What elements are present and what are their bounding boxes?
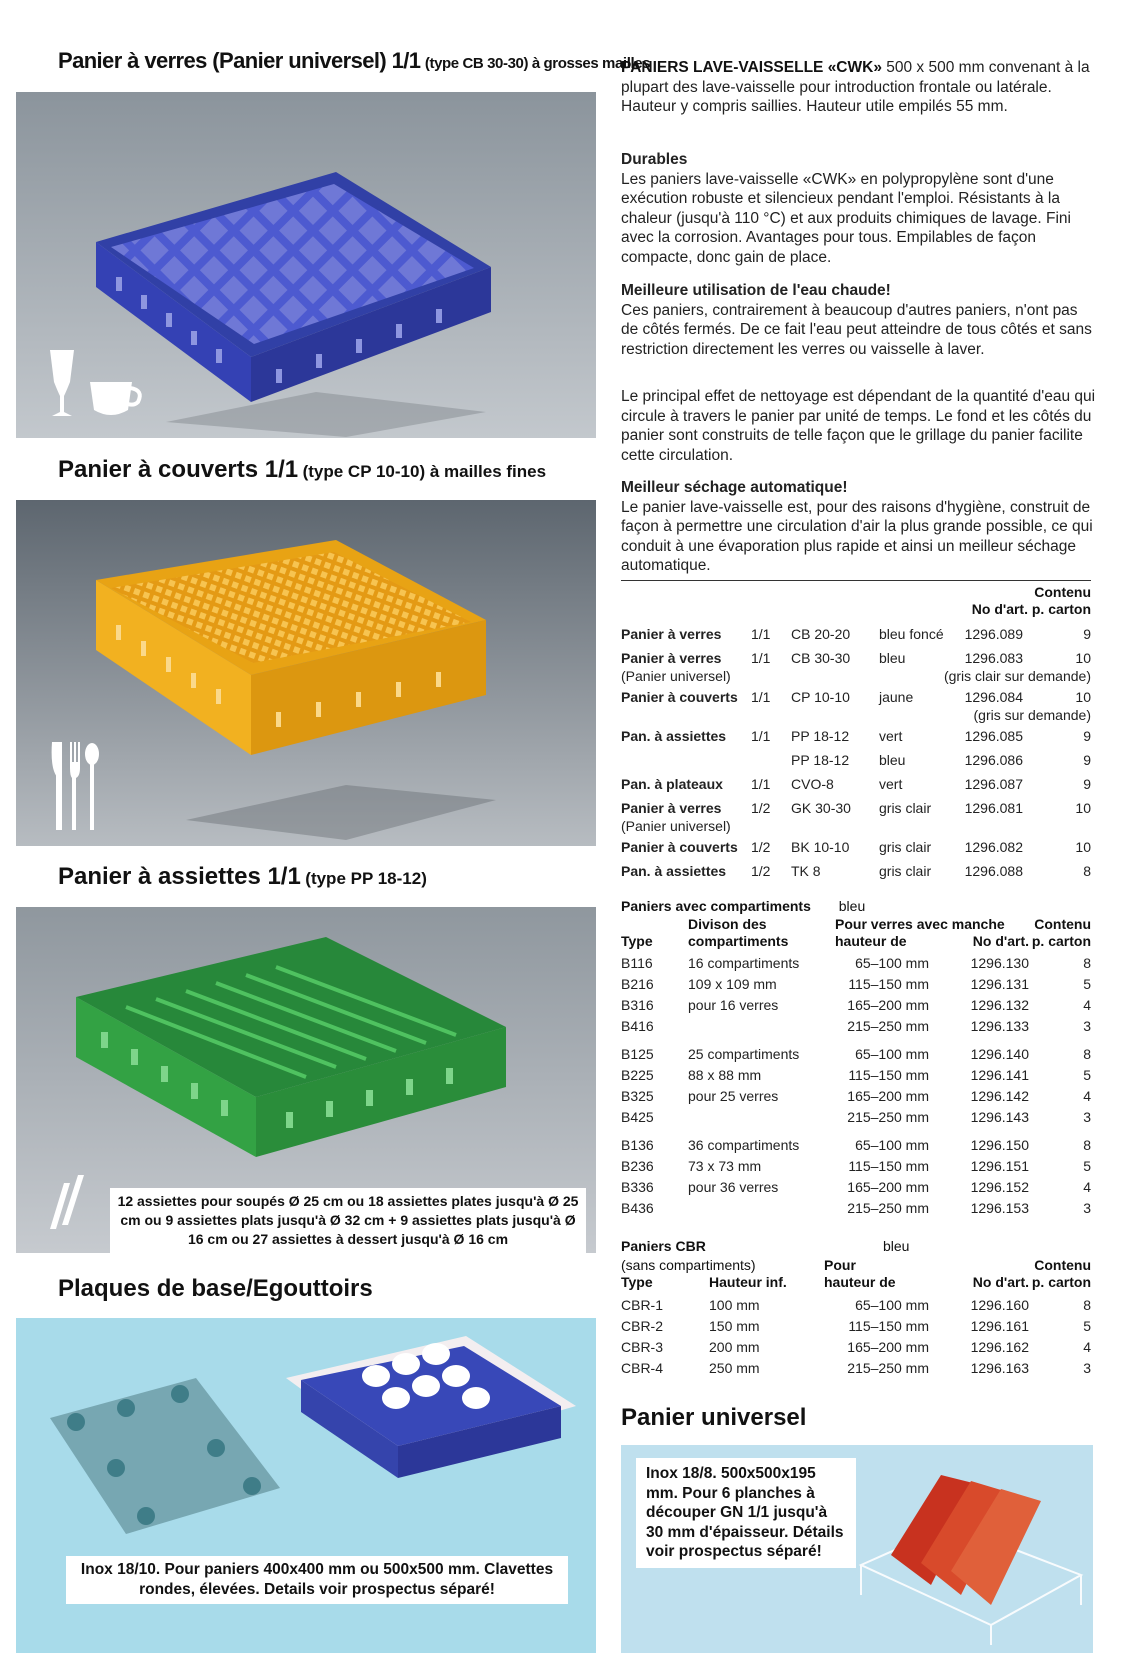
- cell-size: 1/1: [751, 728, 771, 744]
- table-row: [621, 1177, 1091, 1198]
- table-cbr: [621, 1295, 1091, 1379]
- cell-type: CVO-8: [791, 776, 834, 792]
- eau-title: Meilleure utilisation de l'eau chaude!: [621, 282, 891, 299]
- cell-note: (gris sur demande): [973, 707, 1091, 723]
- cell-type: B125: [621, 1046, 654, 1062]
- t2-h-hauteur: hauteur de: [835, 933, 907, 949]
- cell-color: gris clair: [879, 800, 932, 816]
- t2-h-compart: compartiments: [688, 933, 789, 949]
- t2-h-carton: p. carton: [1031, 933, 1091, 949]
- cell-type: CBR-2: [621, 1318, 664, 1334]
- cell-size: 1/2: [751, 839, 771, 855]
- sechage-text: Le panier lave-vaisselle est, pour des raisons d'hygiène, construit de façon à permettre une circulation d'air la plus grande possible, ce qui conduit à une évaporation plus rapide et ainsi un meilleur séchage automatique.: [621, 498, 1093, 574]
- table-cbr-body: [621, 1295, 1091, 1379]
- table-row: [621, 798, 1091, 819]
- cell-sub: (Panier universel): [621, 818, 731, 834]
- cell-name: Panier à verres: [621, 650, 722, 666]
- cell-art: 1296.141: [970, 1067, 1029, 1083]
- table-row: [621, 1295, 1091, 1316]
- cell-hi: 200 mm: [709, 1339, 760, 1355]
- t2-h-contenu: Contenu: [1034, 916, 1091, 932]
- cell-type: CBR-4: [621, 1360, 664, 1376]
- cell-color: bleu: [879, 752, 906, 768]
- cell-note: (gris clair sur demande): [943, 668, 1091, 684]
- cell-div: 73 x 73 mm: [688, 1158, 762, 1174]
- cell-art: 1296.089: [964, 626, 1023, 642]
- universal-rack-caption: Inox 18/8. 500x500x195 mm. Pour 6 planches à découper GN 1/1 jusqu'à 30 mm d'épaisseur. Détails voir prospectus séparé!: [636, 1458, 856, 1568]
- cell-qty: 5: [1083, 1067, 1091, 1083]
- table-row: [621, 1198, 1091, 1219]
- cell-qty: 10: [1075, 800, 1091, 816]
- table-row: [621, 774, 1091, 795]
- t3-h-contenu: Contenu: [1034, 1257, 1091, 1273]
- cell-type: B116: [621, 955, 653, 971]
- t3-h-carton: p. carton: [1031, 1274, 1091, 1290]
- cell-type: CBR-1: [621, 1297, 664, 1313]
- cell-hi: 250 mm: [709, 1360, 760, 1376]
- t3-color: bleu: [883, 1238, 910, 1254]
- heading-cutlery-rack: [58, 456, 546, 484]
- eau-block-2: [621, 387, 1096, 465]
- cell-qty: 10: [1075, 650, 1091, 666]
- table-compartments-body: [621, 953, 1091, 1219]
- cell-div: 88 x 88 mm: [688, 1067, 762, 1083]
- table-row: [621, 726, 1091, 747]
- row-spacer: [621, 882, 1091, 885]
- cell-color: bleu foncé: [879, 626, 944, 642]
- t2-h-noart: No d'art.: [972, 933, 1029, 949]
- cell-h: 65–100 mm: [855, 1046, 929, 1062]
- t2-h-type: Type: [621, 933, 653, 949]
- cell-qty: 4: [1083, 997, 1091, 1013]
- table-row-note: [621, 708, 1091, 723]
- cell-div: [688, 1107, 828, 1128]
- cell-qty: 9: [1083, 728, 1091, 744]
- cell-color: jaune: [879, 689, 914, 705]
- cell-qty: 8: [1083, 955, 1091, 971]
- cell-hi: 150 mm: [709, 1318, 760, 1334]
- cell-qty: 3: [1083, 1018, 1091, 1034]
- cell-size: [751, 750, 791, 771]
- table-row-note: [621, 819, 1091, 834]
- t3-h-type: Type: [621, 1274, 653, 1290]
- cell-qty: 8: [1083, 863, 1091, 879]
- eau-block: [621, 281, 1096, 359]
- plate-rack-caption: 12 assiettes pour soupés Ø 25 cm ou 18 assiettes plates jusqu'à Ø 25 cm ou 9 assiettes plats jusqu'à Ø 32 cm + 9 assiettes plats jusqu'à Ø 16 cm ou 27 assiettes à dessert jusqu'à Ø 16 cm: [110, 1188, 586, 1253]
- table-row: [621, 624, 1091, 645]
- cell-h: 165–200 mm: [847, 1339, 929, 1355]
- cell-qty: 10: [1075, 689, 1091, 705]
- row-spacer: [621, 1128, 1091, 1135]
- cell-art: 1296.088: [964, 863, 1023, 879]
- cell-color: gris clair: [879, 839, 932, 855]
- t2-h-divison: Divison des: [688, 916, 767, 932]
- t3-sub: (sans compartiments): [621, 1257, 756, 1273]
- row-spacer: [621, 1037, 1091, 1044]
- cell-div: [688, 1016, 828, 1037]
- cell-type: GK 30-30: [791, 800, 851, 816]
- cell-name: Panier à couverts: [621, 839, 738, 855]
- cell-art: 1296.084: [964, 689, 1023, 705]
- t2-title-row: [621, 898, 1091, 915]
- cell-size: 1/1: [751, 650, 771, 666]
- cell-name: Panier à verres: [621, 626, 722, 642]
- eau-text: Ces paniers, contrairement à beaucoup d'autres paniers, n'ont pas de côtés fermés. De ce fait l'eau peut atteindre de tous côtés et sans restriction directement les verres ou vaisselle à laver.: [621, 301, 1092, 358]
- cell-art: 1296.142: [970, 1088, 1029, 1104]
- cell-h: 115–150 mm: [848, 1158, 929, 1174]
- cell-color: bleu: [879, 650, 906, 666]
- intro-text: convenant à la plupart des lave-vaisselle pour introduction frontale ou latérale.: [621, 59, 1090, 96]
- table-products-body: [621, 624, 1091, 885]
- heading-plate-rack-sub: (type PP 18-12): [305, 869, 427, 888]
- cell-qty: 4: [1083, 1088, 1091, 1104]
- cell-type: B136: [621, 1137, 654, 1153]
- cell-type: B416: [621, 1018, 654, 1034]
- sechage-title: Meilleur séchage automatique!: [621, 479, 848, 496]
- cell-h: 65–100 mm: [855, 955, 929, 971]
- cell-qty: 8: [1083, 1297, 1091, 1313]
- t1-header: [953, 584, 1091, 618]
- table-products: [621, 624, 1091, 885]
- t3-h-hauteur: hauteur de: [824, 1274, 896, 1290]
- cell-qty: 9: [1083, 776, 1091, 792]
- cell-type: CB 20-20: [791, 626, 851, 642]
- cell-size: 1/2: [751, 863, 771, 879]
- cell-color: gris clair: [879, 863, 932, 879]
- cell-type: B316: [621, 997, 654, 1013]
- t3-h-noart: No d'art.: [972, 1274, 1029, 1290]
- photo-cutlery-rack: [16, 500, 596, 846]
- cell-size: 1/1: [751, 626, 771, 642]
- sechage-block: [621, 478, 1096, 576]
- cell-type: BK 10-10: [791, 839, 850, 855]
- eau-text2: Le principal effet de nettoyage est dépendant de la quantité d'eau qui circule à travers le panier par unité de temps. Le fond et les côtés du panier sont construits de telle façon que le grillage du panier facilite cette circulation.: [621, 388, 1096, 464]
- cell-name: [621, 750, 751, 771]
- cell-type: B225: [621, 1067, 654, 1083]
- cell-h: 165–200 mm: [847, 1088, 929, 1104]
- cell-qty: 3: [1083, 1360, 1091, 1376]
- cell-size: 1/1: [751, 776, 771, 792]
- cell-div: [688, 1198, 828, 1219]
- cell-h: 165–200 mm: [847, 997, 929, 1013]
- table-row: [621, 1358, 1091, 1379]
- cell-art: 1296.161: [970, 1318, 1029, 1334]
- cell-type: CB 30-30: [791, 650, 851, 666]
- t2-h-pour: Pour verres avec manche: [835, 916, 1005, 932]
- cell-h: 215–250 mm: [847, 1360, 929, 1376]
- intro-dims: 500 x 500 mm: [886, 59, 985, 76]
- cell-type: TK 8: [791, 863, 821, 879]
- cell-name: Panier à verres: [621, 800, 722, 816]
- photo-glass-rack: [16, 92, 596, 438]
- cell-art: 1296.081: [964, 800, 1023, 816]
- cell-art: 1296.150: [970, 1137, 1029, 1153]
- cell-h: 115–150 mm: [848, 976, 929, 992]
- cell-art: 1296.162: [970, 1339, 1029, 1355]
- table-row: [621, 1135, 1091, 1156]
- table-row: [621, 648, 1091, 669]
- table-compartments: [621, 953, 1091, 1219]
- cell-div: 36 compartiments: [688, 1137, 800, 1153]
- cell-size: 1/2: [751, 800, 771, 816]
- intro-title: PANIERS LAVE-VAISSELLE «CWK»: [621, 59, 882, 76]
- cell-art: 1296.086: [964, 752, 1023, 768]
- cell-type: B336: [621, 1179, 654, 1195]
- cell-art: 1296.140: [970, 1046, 1029, 1062]
- cell-h: 65–100 mm: [855, 1297, 929, 1313]
- table-row: [621, 995, 1091, 1016]
- t3-title: Paniers CBR: [621, 1238, 706, 1254]
- cell-qty: 9: [1083, 752, 1091, 768]
- cell-h: 215–250 mm: [847, 1109, 929, 1125]
- cell-qty: 4: [1083, 1179, 1091, 1195]
- heading-cutlery-rack-title: Panier à couverts 1/1: [58, 456, 299, 483]
- cell-qty: 4: [1083, 1339, 1091, 1355]
- cell-qty: 3: [1083, 1109, 1091, 1125]
- cell-type: CBR-3: [621, 1339, 664, 1355]
- cell-h: 165–200 mm: [847, 1179, 929, 1195]
- cell-h: 215–250 mm: [847, 1200, 929, 1216]
- intro-block: [621, 58, 1096, 117]
- cell-div: 16 compartiments: [688, 955, 800, 971]
- cell-qty: 3: [1083, 1200, 1091, 1216]
- cell-type: B425: [621, 1109, 654, 1125]
- table-row: [621, 750, 1091, 771]
- cell-div: pour 36 verres: [688, 1179, 779, 1195]
- cell-color: vert: [879, 728, 903, 744]
- cell-art: 1296.087: [964, 776, 1023, 792]
- cell-qty: 5: [1083, 1318, 1091, 1334]
- cell-art: 1296.152: [970, 1179, 1029, 1195]
- table-row: [621, 1086, 1091, 1107]
- cell-qty: 5: [1083, 1158, 1091, 1174]
- table-row: [621, 1107, 1091, 1128]
- t2-header: [621, 916, 1091, 952]
- cell-art: 1296.143: [970, 1109, 1029, 1125]
- cell-art: 1296.163: [970, 1360, 1029, 1376]
- cell-name: Pan. à plateaux: [621, 776, 723, 792]
- cell-type: B325: [621, 1088, 654, 1104]
- cell-type: PP 18-12: [791, 752, 850, 768]
- cell-art: 1296.160: [970, 1297, 1029, 1313]
- t1-h-contenu: Contenu: [1034, 584, 1091, 600]
- cell-art: 1296.132: [970, 997, 1029, 1013]
- cell-div: pour 25 verres: [688, 1088, 779, 1104]
- heading-glass-rack: [58, 48, 650, 74]
- cell-hi: 100 mm: [709, 1297, 760, 1313]
- heading-base-plates-title: Plaques de base/Egouttoirs: [58, 1275, 373, 1302]
- cell-div: pour 16 verres: [688, 997, 779, 1013]
- cell-art: 1296.133: [970, 1018, 1029, 1034]
- table-row: [621, 974, 1091, 995]
- t3-header: [621, 1238, 1091, 1294]
- heading-glass-rack-sub: (type CB 30-30) à grosses mailles: [424, 55, 651, 72]
- cell-art: 1296.131: [970, 976, 1029, 992]
- t2-color: bleu: [838, 898, 866, 914]
- table-row: [621, 1065, 1091, 1086]
- cell-art: 1296.085: [964, 728, 1023, 744]
- cell-h: 215–250 mm: [847, 1018, 929, 1034]
- t2-title: Paniers avec compartiments: [621, 898, 811, 914]
- cell-type: PP 18-12: [791, 728, 850, 744]
- cell-type: B436: [621, 1200, 654, 1216]
- t1-h-carton: p. carton: [1031, 601, 1091, 617]
- durables-title: Durables: [621, 151, 688, 168]
- cell-div: 25 compartiments: [688, 1046, 800, 1062]
- cell-size: 1/1: [751, 689, 771, 705]
- table-row: [621, 687, 1091, 708]
- table-row: [621, 861, 1091, 882]
- cell-h: 115–150 mm: [848, 1067, 929, 1083]
- cell-color: vert: [879, 776, 903, 792]
- cell-qty: 5: [1083, 976, 1091, 992]
- heading-universal-rack: Panier universel: [621, 1404, 807, 1431]
- divider: [621, 580, 1091, 581]
- cell-qty: 8: [1083, 1137, 1091, 1153]
- cell-type: B216: [621, 976, 654, 992]
- cell-qty: 10: [1075, 839, 1091, 855]
- table-row: [621, 1156, 1091, 1177]
- cell-h: 65–100 mm: [855, 1137, 929, 1153]
- cell-div: 109 x 109 mm: [688, 976, 777, 992]
- cell-sub: (Panier universel): [621, 668, 731, 684]
- base-plates-caption: Inox 18/10. Pour paniers 400x400 mm ou 500x500 mm. Clavettes rondes, élevées. Details voir prospectus séparé!: [66, 1556, 568, 1604]
- cell-art: 1296.151: [970, 1158, 1029, 1174]
- table-row: [621, 1044, 1091, 1065]
- cell-art: 1296.083: [964, 650, 1023, 666]
- durables-block: [621, 150, 1096, 267]
- cell-name: Panier à couverts: [621, 689, 738, 705]
- heading-plate-rack: [58, 863, 427, 891]
- t3-h-hinf: Hauteur inf.: [709, 1274, 787, 1290]
- cell-name: Pan. à assiettes: [621, 728, 727, 744]
- cell-art: 1296.153: [970, 1200, 1029, 1216]
- heading-plate-rack-title: Panier à assiettes 1/1: [58, 863, 301, 890]
- table-row: [621, 837, 1091, 858]
- table-row: [621, 1337, 1091, 1358]
- cell-type: CP 10-10: [791, 689, 850, 705]
- cell-art: 1296.130: [970, 955, 1029, 971]
- cell-qty: 9: [1083, 626, 1091, 642]
- cell-name: Pan. à assiettes: [621, 863, 727, 879]
- cell-type: B236: [621, 1158, 654, 1174]
- durables-text: Les paniers lave-vaisselle «CWK» en polypropylène sont d'une exécution robuste et silencieux pendant l'emploi. Résistants à la chaleur (jusqu'à 110 °C) et aux produits chimiques de lavage. Fini avec la corrosion. Avantages pour tous. Empilables de façon compacte, donc gain de place.: [621, 170, 1071, 266]
- cell-art: 1296.082: [964, 839, 1023, 855]
- table-row: [621, 1016, 1091, 1037]
- cell-h: 115–150 mm: [848, 1318, 929, 1334]
- t1-h-noart: No d'art.: [971, 601, 1028, 617]
- heading-cutlery-rack-sub: (type CP 10-10) à mailles fines: [302, 462, 547, 481]
- cell-qty: 8: [1083, 1046, 1091, 1062]
- heading-base-plates: [58, 1275, 373, 1303]
- table-row: [621, 953, 1091, 974]
- cutlery-icon: [52, 742, 99, 830]
- intro-text2: Hauteur y compris saillies. Hauteur utile empilés 55 mm.: [621, 98, 1008, 115]
- heading-glass-rack-title: Panier à verres (Panier universel) 1/1: [58, 48, 421, 73]
- t3-h-pour: Pour: [824, 1257, 856, 1273]
- table-row-note: [621, 669, 1091, 684]
- table-row: [621, 1316, 1091, 1337]
